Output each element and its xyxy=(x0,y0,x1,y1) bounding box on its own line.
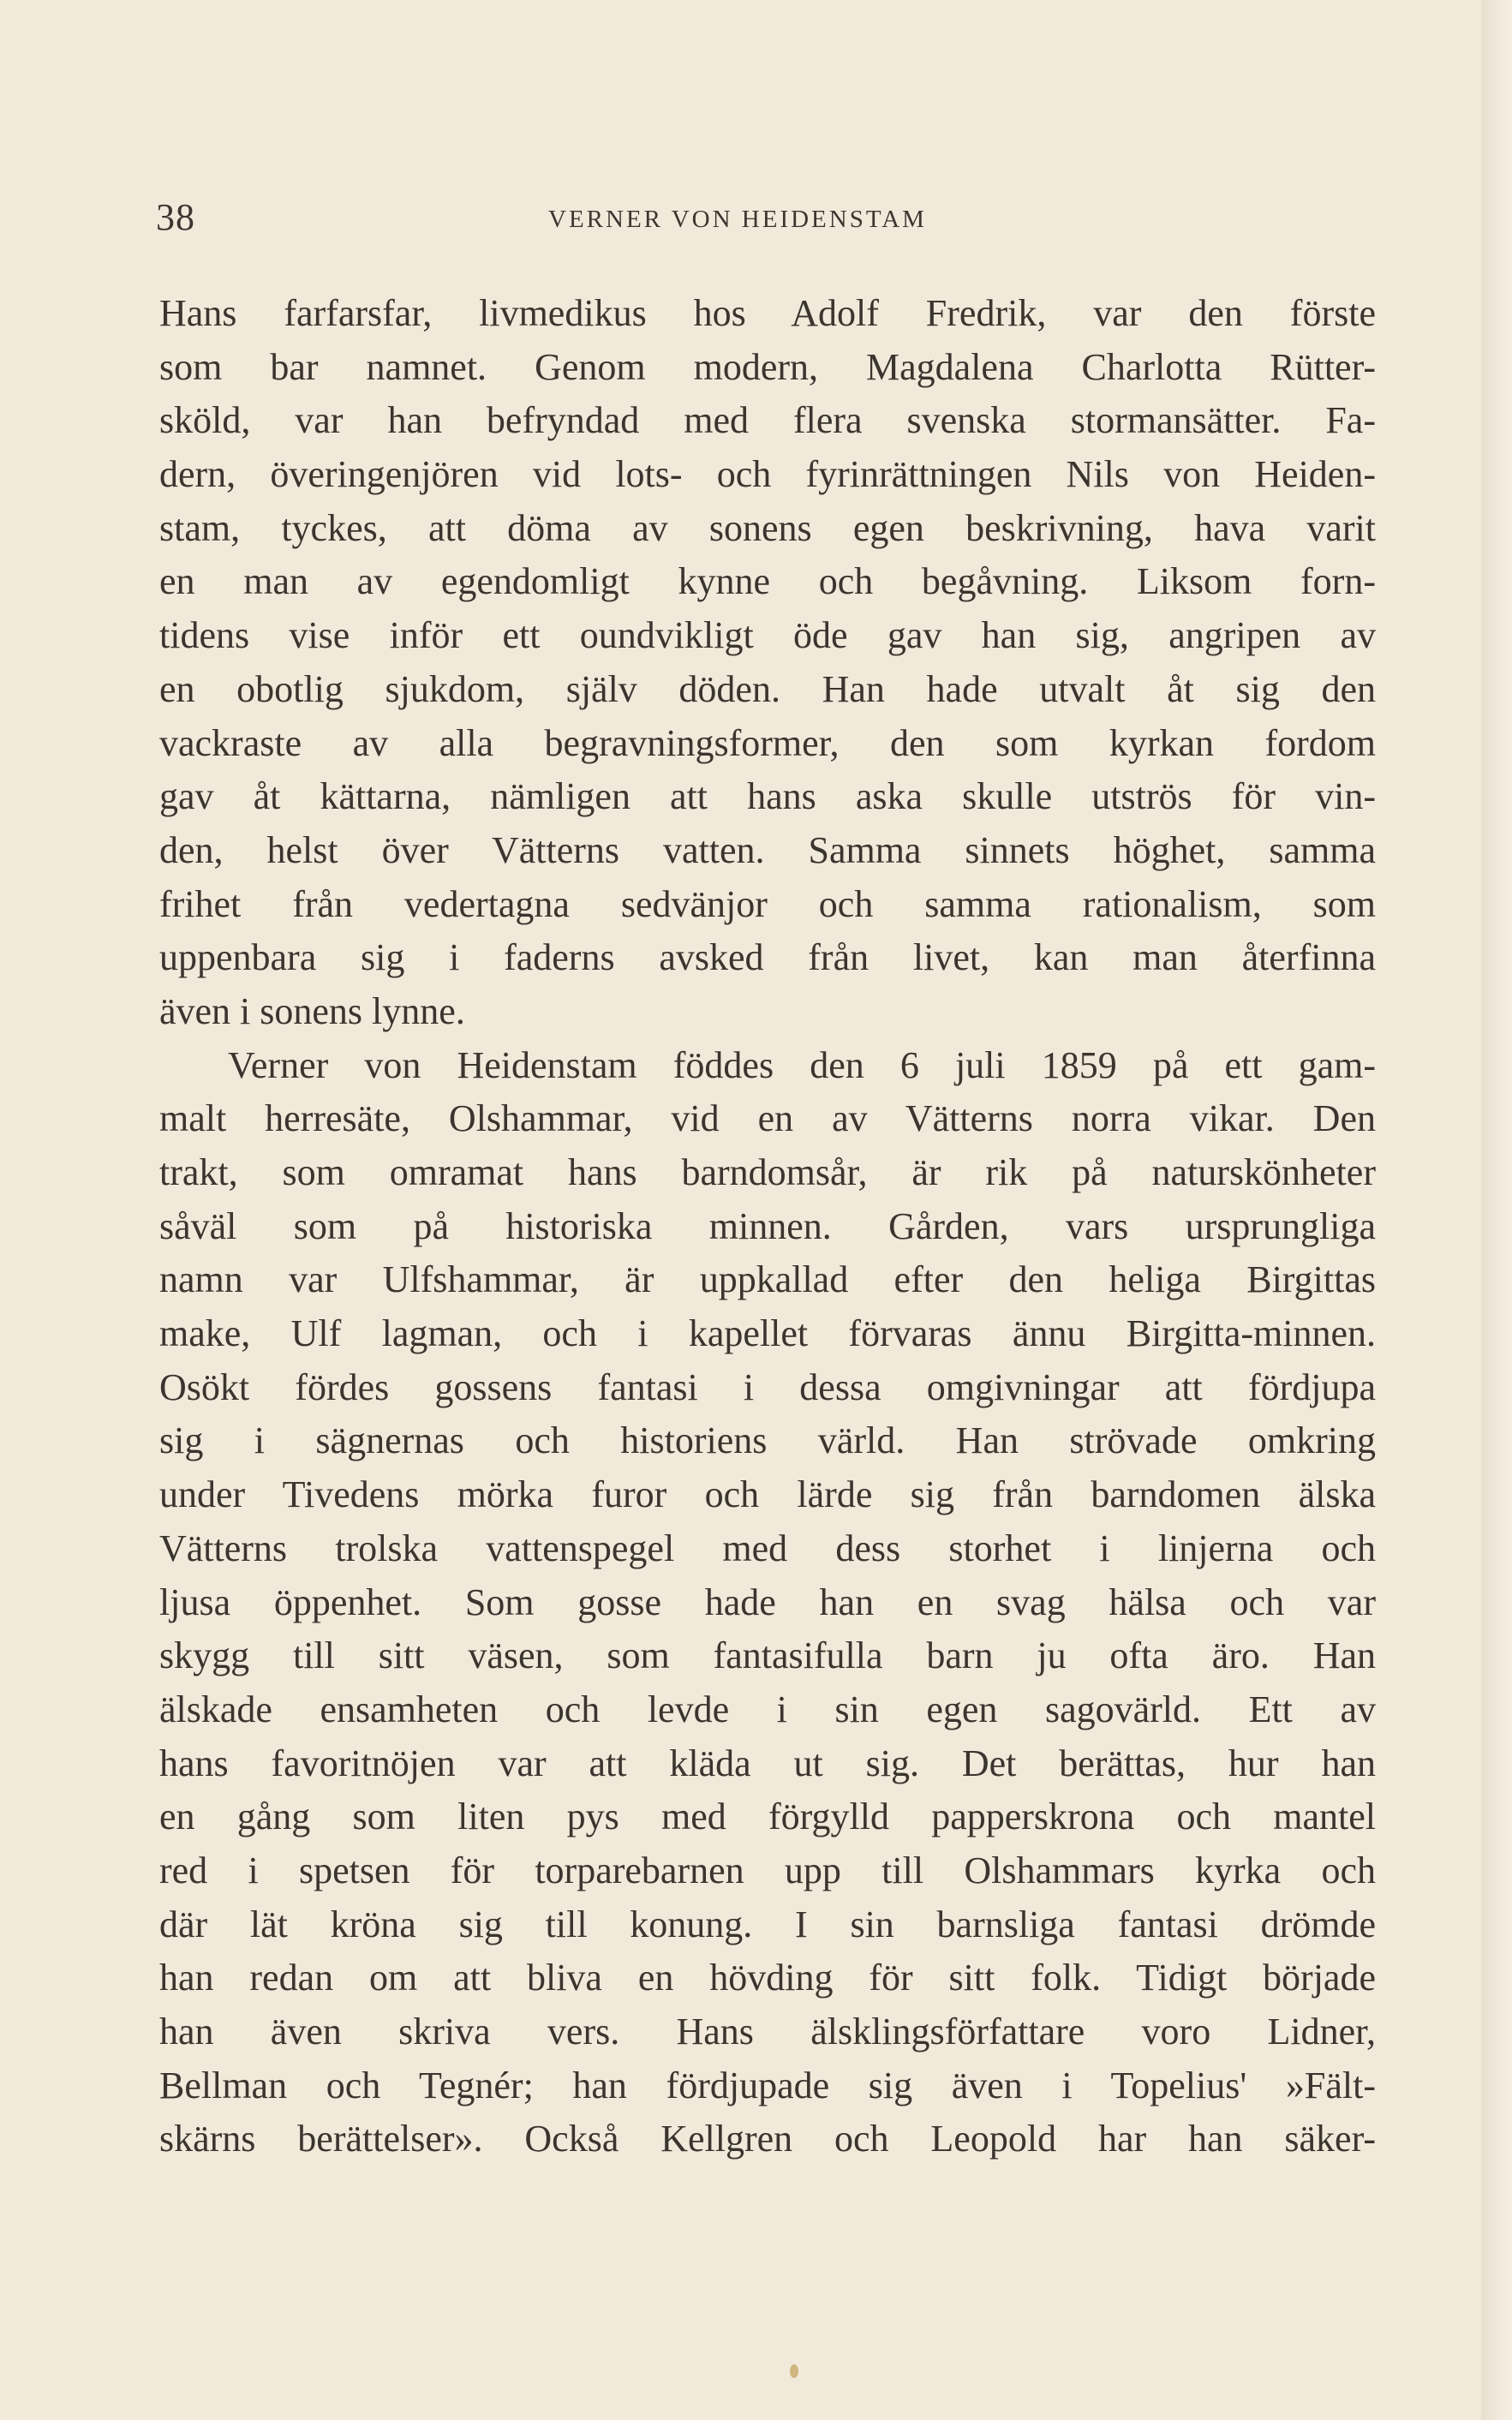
text-line: stam, tyckes, att döma av sonens egen beskrivning, hava varit xyxy=(159,506,1376,549)
text-line: namn var Ulfshammar, är uppkallad efter den heliga Birgittas xyxy=(159,1258,1376,1301)
text-line: sig i sägnernas och historiens värld. Han strövade omkring xyxy=(159,1419,1376,1462)
text-line: vackraste av alla begravningsformer, den som kyrkan fordom xyxy=(159,721,1376,764)
page-edge xyxy=(1481,0,1512,2420)
text-line: malt herresäte, Olshammar, vid en av Vätterns norra vikar. Den xyxy=(159,1097,1376,1140)
text-line: där lät kröna sig till konung. I sin barnsliga fantasi drömde xyxy=(159,1903,1376,1945)
text-line: Hans farfarsfar, livmedikus hos Adolf Fredrik, var den förste xyxy=(159,292,1376,334)
text-line: han redan om att bliva en hövding för sitt folk. Tidigt började xyxy=(159,1957,1376,1999)
paragraph-start-line: Verner von Heidenstam föddes den 6 juli 1859 på ett gam- xyxy=(228,1043,1376,1086)
running-title: VERNER VON HEIDENSTAM xyxy=(548,206,927,233)
text-line: tidens vise inför ett oundvikligt öde gav han sig, angripen av xyxy=(159,614,1376,657)
text-line: frihet från vedertagna sedvänjor och samma rationalism, som xyxy=(159,882,1376,925)
body-text xyxy=(159,287,1376,2166)
bottom-ornament xyxy=(790,2364,798,2378)
text-line: såväl som på historiska minnen. Gården, vars ursprungliga xyxy=(159,1204,1376,1247)
text-line: som bar namnet. Genom modern, Magdalena Charlotta Rütter- xyxy=(159,345,1376,388)
text-line: den, helst över Vätterns vatten. Samma sinnets höghet, samma xyxy=(159,828,1376,871)
text-line: dern, överingenjören vid lots- och fyrinrättningen Nils von Heiden- xyxy=(159,453,1376,496)
text-line: Osökt fördes gossens fantasi i dessa omgivningar att fördjupa xyxy=(159,1365,1376,1408)
text-line: trakt, som omramat hans barndomsår, är rik på naturskönheter xyxy=(159,1151,1376,1193)
text-line: gav åt kättarna, nämligen att hans aska skulle utströs för vin- xyxy=(159,775,1376,818)
text-line: Vätterns trolska vattenspegel med dess storhet i linjerna och xyxy=(159,1527,1376,1569)
text-line: under Tivedens mörka furor och lärde sig från barndomen älska xyxy=(159,1473,1376,1516)
text-line: en gång som liten pys med förgylld papperskrona och mantel xyxy=(159,1796,1376,1838)
text-line: skygg till sitt väsen, som fantasifulla barn ju ofta äro. Han xyxy=(159,1634,1376,1677)
text-line: en obotlig sjukdom, själv döden. Han hade utvalt åt sig den xyxy=(159,667,1376,710)
text-line: Bellman och Tegnér; han fördjupade sig även i Topelius' »Fält- xyxy=(159,2064,1376,2106)
text-line: sköld, var han befryndad med flera svenska stormansätter. Fa- xyxy=(159,399,1376,442)
text-line: red i spetsen för torparebarnen upp till Olshammars kyrka och xyxy=(159,1849,1376,1891)
text-line: älskade ensamheten och levde i sin egen sagovärld. Ett av xyxy=(159,1688,1376,1730)
text-line: en man av egendomligt kynne och begåvning. Liksom forn- xyxy=(159,560,1376,603)
text-line: skärns berättelser». Också Kellgren och Leopold har han säker- xyxy=(159,2118,1376,2160)
text-line: make, Ulf lagman, och i kapellet förvaras ännu Birgitta-minnen. xyxy=(159,1312,1376,1355)
text-line: han även skriva vers. Hans älsklingsförfattare voro Lidner, xyxy=(159,2011,1376,2053)
page-number: 38 xyxy=(156,196,195,238)
text-line: uppenbara sig i faderns avsked från livet, kan man återfinna xyxy=(159,936,1376,979)
paragraph-end-line: även i sonens lynne. xyxy=(159,989,465,1032)
text-line: ljusa öppenhet. Som gosse hade han en svag hälsa och var xyxy=(159,1580,1376,1623)
text-line: hans favoritnöjen var att kläda ut sig. Det berättas, hur han xyxy=(159,1742,1376,1784)
